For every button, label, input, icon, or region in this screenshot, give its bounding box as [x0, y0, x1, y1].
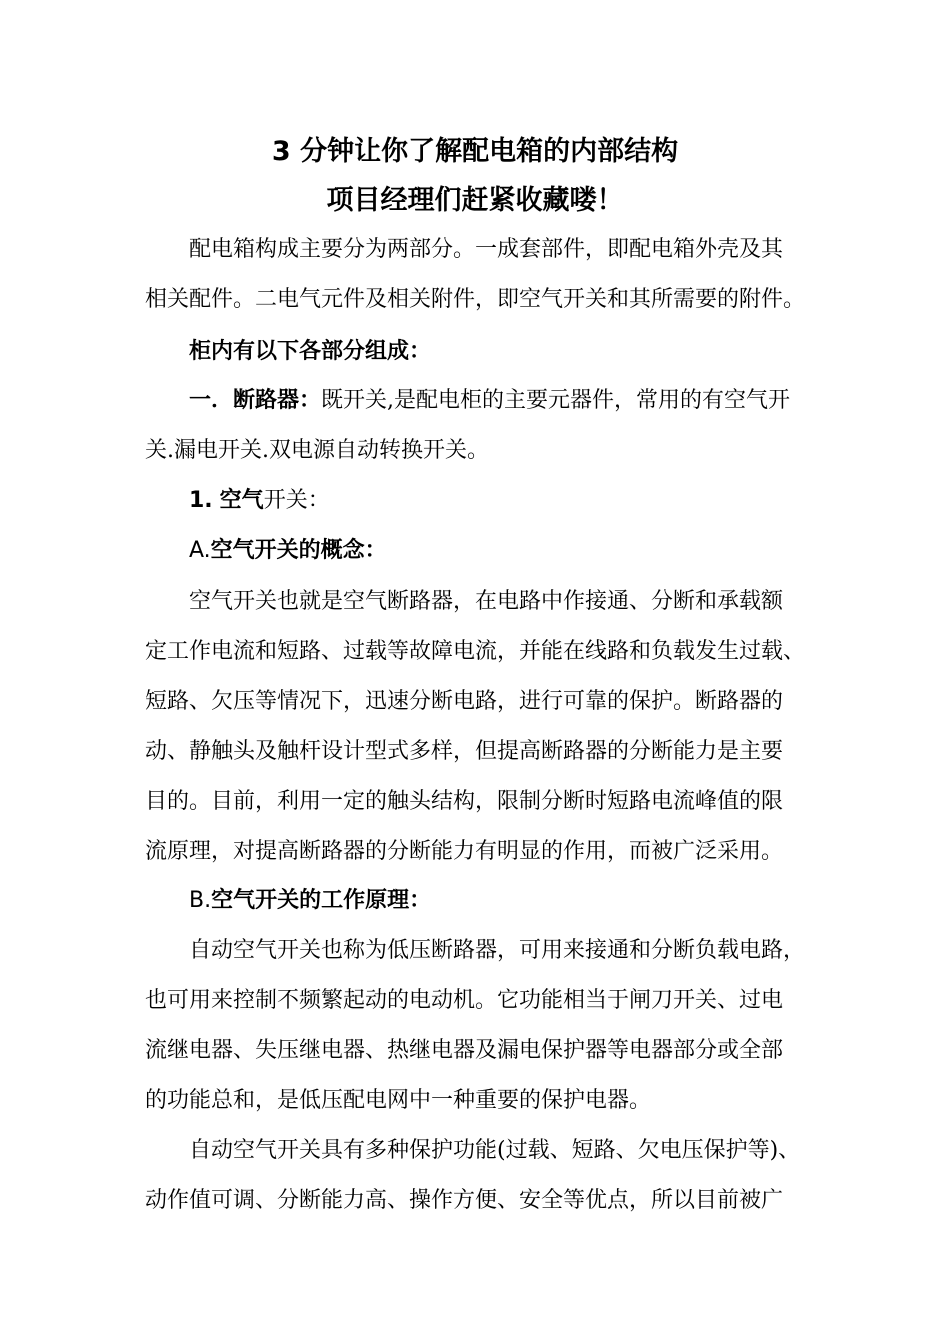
principle-heading-text: 空气开关的工作原理： — [211, 888, 432, 913]
breaker-label: 一．断路器： — [189, 388, 322, 413]
title-line-2: 项目经理们赶紧收藏喽！ — [326, 185, 624, 216]
components-heading: 柜内有以下各部分组成： — [189, 339, 432, 364]
concept-line-1: 空气开关也就是空气断路器，在电路中作接通、分断和承载额 — [189, 589, 784, 614]
intro-line-1: 配电箱构成主要分为两部分。一成套部件，即配电箱外壳及其 — [189, 237, 784, 262]
air-switch-label-bold: 空气 — [219, 488, 264, 513]
concept-line-4: 动、静触头及触杆设计型式多样，但提高断路器的分断能力是主要 — [145, 739, 784, 764]
principle-p2-line-1: 自动空气开关具有多种保护功能(过载、短路、欠电压保护等)、 — [189, 1138, 801, 1163]
principle-prefix: B. — [189, 888, 212, 913]
air-switch-heading — [189, 486, 825, 516]
concept-line-5: 目的。目前，利用一定的触头结构，限制分断时短路电流峰值的限 — [145, 789, 784, 814]
air-switch-number: 1. — [189, 488, 213, 513]
intro-line-2: 相关配件。二电气元件及相关附件，即空气开关和其所需要的附件。 — [145, 287, 806, 312]
principle-heading — [189, 886, 825, 916]
concept-line-2: 定工作电流和短路、过载等故障电流，并能在线路和负载发生过载、 — [145, 639, 806, 664]
concept-line-6: 流原理，对提高断路器的分断能力有明显的作用，而被广泛采用。 — [145, 839, 784, 864]
principle-p1-line-4: 的功能总和，是低压配电网中一种重要的保护电器。 — [145, 1088, 652, 1113]
concept-heading — [189, 536, 825, 566]
principle-p1-line-2: 也可用来控制不频繁起动的电动机。它功能相当于闸刀开关、过电 — [145, 988, 784, 1013]
concept-prefix: A. — [189, 538, 211, 563]
concept-heading-text: 空气开关的概念： — [210, 538, 387, 563]
air-switch-label-rest: 开关： — [263, 488, 330, 513]
principle-p1-line-3: 流继电器、失压继电器、热继电器及漏电保护器等电器部分或全部 — [145, 1038, 784, 1063]
breaker-text-1: 既开关,是配电柜的主要元器件，常用的有空气开 — [321, 388, 791, 413]
title-line-1: 3 分钟让你了解配电箱的内部结构 — [271, 136, 679, 167]
principle-p1-line-1: 自动空气开关也称为低压断路器，可用来接通和分断负载电路， — [189, 938, 806, 963]
principle-p2-line-2: 动作值可调、分断能力高、操作方便、安全等优点，所以目前被广 — [145, 1188, 784, 1213]
breaker-line-1 — [189, 386, 825, 416]
concept-line-3: 短路、欠压等情况下，迅速分断电路，进行可靠的保护。断路器的 — [145, 689, 784, 714]
breaker-line-2: 关.漏电开关.双电源自动转换开关。 — [145, 438, 489, 463]
